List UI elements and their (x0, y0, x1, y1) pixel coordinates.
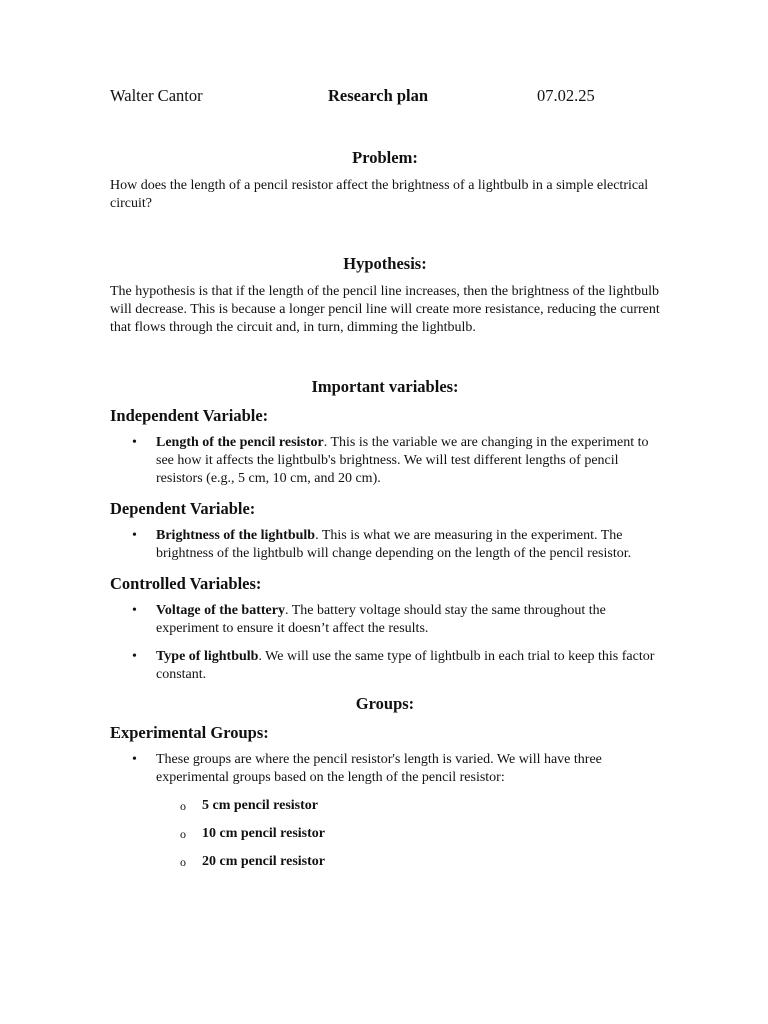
independent-variable-list (110, 434, 660, 488)
circle-bullet-icon: o (180, 799, 186, 813)
bullet-icon: • (132, 752, 137, 767)
list-item (110, 434, 660, 488)
dependent-variable-heading: Dependent Variable: (110, 499, 256, 518)
problem-text: How does the length of a pencil resistor affect the brightness of a lightbulb in a simple electrical circuit? (110, 178, 649, 211)
sub-list-item (110, 825, 660, 843)
sub-list-item-text: 5 cm pencil resistor (202, 798, 318, 813)
list-item-bold: Type of lightbulb (156, 649, 259, 664)
list-item-text: These groups are where the pencil resistor's length is varied. We will have three experimental groups based on the length of the pencil resistor: (156, 752, 602, 785)
independent-variable-heading: Independent Variable: (110, 406, 269, 425)
bullet-icon: • (132, 603, 137, 618)
list-item-text: . The battery voltage should stay the same throughout the experiment to ensure it doesn’t affect the results. (156, 603, 606, 636)
document-header (110, 86, 660, 108)
groups-heading: Groups: (355, 694, 415, 713)
document-title: Research plan (328, 86, 429, 105)
list-item (110, 527, 660, 563)
list-item (110, 751, 660, 787)
experimental-groups-sublist (110, 797, 660, 871)
controlled-variables-heading: Controlled Variables: (110, 574, 262, 593)
sub-list-item (110, 797, 660, 815)
list-item-bold: Voltage of the battery (156, 603, 285, 618)
list-item (110, 602, 660, 638)
author-name: Walter Cantor (110, 86, 203, 105)
experimental-groups-list (110, 751, 660, 787)
sub-list-item (110, 853, 660, 871)
list-item-text: . We will use the same type of lightbulb in each trial to keep this factor constant. (156, 649, 655, 682)
document-date: 07.02.25 (537, 86, 595, 105)
experimental-groups-heading: Experimental Groups: (110, 723, 269, 742)
problem-heading: Problem: (352, 148, 418, 167)
bullet-icon: • (132, 435, 137, 450)
list-item-text: . This is the variable we are changing in the experiment to see how it affects the lightbulb's brightness. We will test different lengths of pencil resistors (e.g., 5 cm, 10 cm, and 20 cm). (156, 435, 649, 486)
list-item (110, 648, 660, 684)
bullet-icon: • (132, 649, 137, 664)
controlled-variables-list (110, 602, 660, 684)
bullet-icon: • (132, 528, 137, 543)
list-item-text: . This is what we are measuring in the experiment. The brightness of the lightbulb will change depending on the length of the pencil resistor. (156, 528, 632, 561)
hypothesis-heading: Hypothesis: (343, 254, 427, 273)
dependent-variable-list (110, 527, 660, 563)
hypothesis-text: The hypothesis is that if the length of the pencil line increases, then the brightness of the lightbulb will decrease. This is because a longer pencil line will create more resistance, reducing the current that flows through the circuit and, in turn, dimming the lightbulb. (110, 284, 660, 335)
sub-list-item-text: 10 cm pencil resistor (202, 826, 325, 841)
variables-heading: Important variables: (311, 377, 459, 396)
sub-list-item-text: 20 cm pencil resistor (202, 854, 325, 869)
list-item-bold: Brightness of the lightbulb (156, 528, 316, 543)
circle-bullet-icon: o (180, 827, 186, 841)
list-item-bold: Length of the pencil resistor (156, 435, 324, 450)
circle-bullet-icon: o (180, 855, 186, 869)
document-page (110, 86, 660, 871)
